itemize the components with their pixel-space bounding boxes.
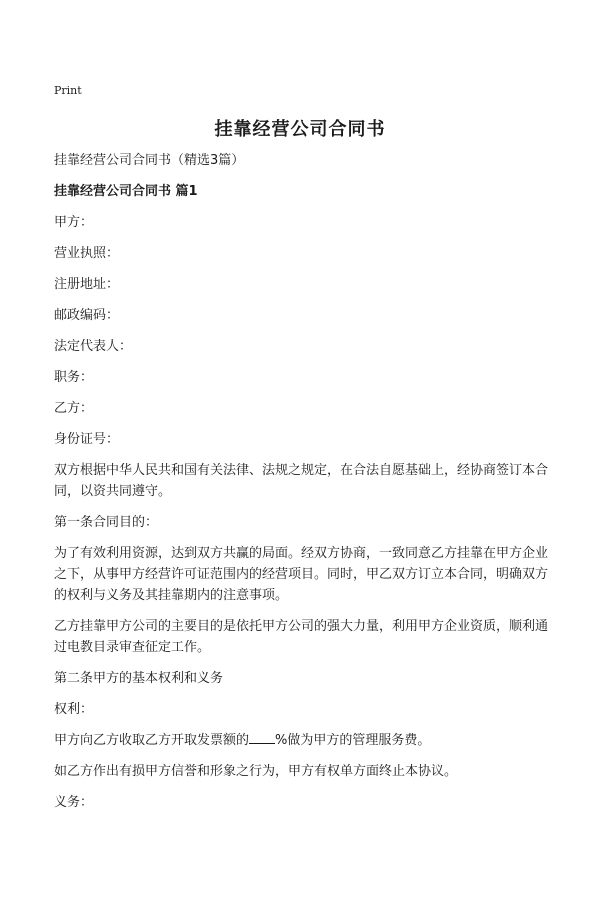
field-business-license: 营业执照： — [54, 246, 120, 261]
rights-paragraph-1 — [54, 730, 554, 751]
article-1-title: 第一条合同目的： — [54, 515, 159, 530]
page-title: 挂靠经营公司合同书 — [214, 119, 386, 140]
article-1-paragraph-2: 乙方挂靠甲方公司的主要目的是依托甲方公司的强大力量，利用甲方企业资质，顺利通过电教目录审查征定工作。 — [54, 619, 549, 655]
rights-paragraph-2: 如乙方作出有损甲方信誉和形象之行为，甲方有权单方面终止本协议。 — [54, 764, 458, 779]
intro-paragraph: 双方根据中华人民共和国有关法律、法规之规定，在合法自愿基础上，经协商签订本合同，以资共同遵守。 — [54, 463, 549, 499]
field-postal-code: 邮政编码： — [54, 308, 120, 323]
print-label: Print — [54, 84, 82, 97]
article-2-title: 第二条甲方的基本权利和义务 — [54, 671, 224, 686]
rights-label: 权利： — [54, 702, 94, 717]
rights-text-after-blank: %做为甲方的管理服务费。 — [275, 733, 431, 748]
rights-text-before-blank: 甲方向乙方收取乙方开取发票额的 — [54, 733, 250, 748]
section-heading: 挂靠经营公司合同书 篇1 — [54, 184, 198, 199]
field-registered-address: 注册地址： — [54, 277, 120, 292]
field-position: 职务： — [54, 370, 94, 385]
document-body — [54, 150, 554, 823]
field-party-a: 甲方： — [54, 215, 94, 230]
duties-label: 义务： — [54, 795, 94, 810]
field-legal-representative: 法定代表人： — [54, 339, 133, 354]
field-party-b: 乙方： — [54, 401, 94, 416]
document-subtitle: 挂靠经营公司合同书（精选3篇） — [54, 153, 245, 168]
article-1-paragraph-1: 为了有效利用资源，达到双方共赢的局面。经双方协商，一致同意乙方挂靠在甲方企业之下，从事甲方经营许可证范围内的经营项目。同时，甲乙双方订立本合同，明确双方的权利与义务及其挂靠期内的注意事项。 — [54, 546, 549, 603]
field-id-number: 身份证号： — [54, 432, 120, 447]
fee-percent-blank — [249, 730, 275, 744]
